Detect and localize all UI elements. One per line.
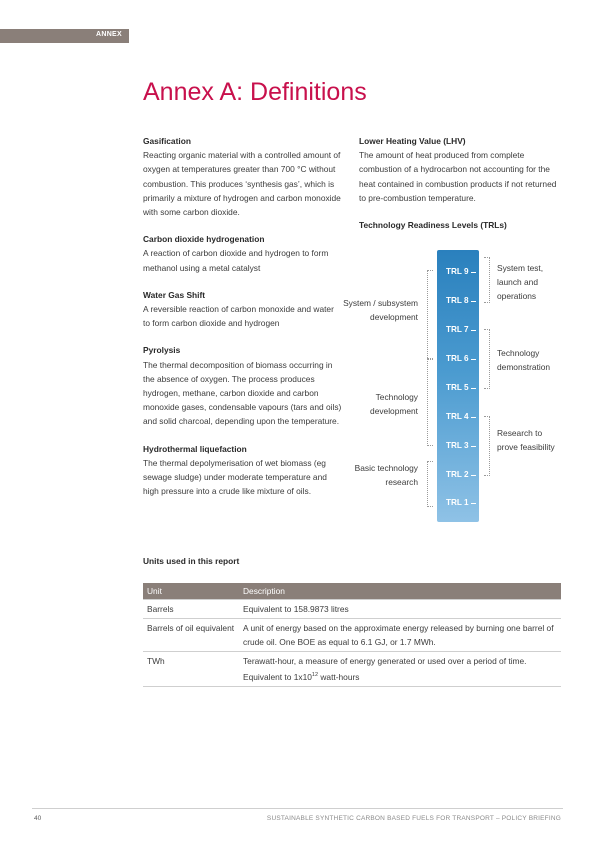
definition-hydrothermal-liquefaction: The thermal depolymerisation of wet biomass (eg sewage sludge) under moderate temperature and high pressure into a crude like mixture of oils. bbox=[143, 457, 327, 497]
label-technology-demonstration: Technology demonstration bbox=[497, 348, 551, 372]
bracket-basic-research bbox=[427, 461, 433, 507]
description-text: Terawatt-hour, a measure of energy generated or used over a period of time. Equivalent to 1x10 bbox=[243, 656, 527, 682]
term-hydrothermal-liquefaction: Hydrothermal liquefaction bbox=[143, 443, 247, 454]
annex-tab bbox=[0, 29, 129, 43]
trl-tick bbox=[471, 417, 476, 418]
trl-6-label: TRL 6 bbox=[446, 354, 469, 363]
page-number: 40 bbox=[34, 815, 42, 822]
definition-water-gas-shift: A reversible reaction of carbon monoxide and water to form carbon dioxide and hydrogen bbox=[143, 304, 334, 329]
trl-8-label: TRL 8 bbox=[446, 296, 469, 305]
annex-tab-label: ANNEX bbox=[95, 31, 122, 38]
description-cell: A unit of energy based on the approximate energy released by burning one barrel of crude oil. One BOE as equal to 6.1 GJ, or 1.7 MWh. bbox=[239, 619, 561, 652]
trl-2-label: TRL 2 bbox=[446, 470, 469, 479]
definition-gasification: Reacting organic material with a controlled amount of oxygen at temperatures greater than 700 °C without combustion. This produces ‘synthesis gas’, which is primarily a mixture of hydrogen and carbon monoxide with some carbon dioxide. bbox=[143, 150, 341, 218]
units-header-description: Description bbox=[239, 583, 561, 600]
bracket-research-feasibility bbox=[484, 416, 490, 476]
term-gasification: Gasification bbox=[143, 136, 191, 146]
label-system-development: System / subsystem development bbox=[343, 298, 418, 322]
trl-9-label: TRL 9 bbox=[446, 267, 469, 276]
bracket-system-development bbox=[427, 270, 433, 360]
trl-3-label: TRL 3 bbox=[446, 441, 469, 450]
trl-tick bbox=[471, 301, 476, 302]
table-row bbox=[143, 600, 561, 619]
footer-title: SUSTAINABLE SYNTHETIC CARBON BASED FUELS FOR TRANSPORT – POLICY BRIEFING bbox=[266, 815, 561, 822]
definition-co2-hydrogenation: A reaction of carbon dioxide and hydrogen to form methanol using a metal catalyst bbox=[143, 248, 329, 273]
trl-heading: Technology Readiness Levels (TRLs) bbox=[359, 220, 507, 231]
footer-rule bbox=[32, 808, 563, 809]
definition-pyrolysis: The thermal decomposition of biomass occurring in the absence of oxygen. The process produces hydrogen, methane, carbon dioxide and carbon monoxide gases, condensable vapours (tars and oils) and solid charcoal, depending upon the temperature. bbox=[143, 359, 342, 427]
table-row bbox=[143, 619, 561, 652]
exponent: 12 bbox=[311, 672, 319, 678]
description-text-end: watt-hours bbox=[318, 671, 360, 682]
label-basic-research: Basic technology research bbox=[354, 463, 418, 487]
unit-cell: Barrels of oil equivalent bbox=[143, 619, 239, 652]
trl-7-label: TRL 7 bbox=[446, 325, 469, 334]
term-pyrolysis: Pyrolysis bbox=[143, 345, 181, 356]
trl-tick bbox=[471, 503, 476, 504]
label-technology-development: Technology development bbox=[370, 392, 418, 416]
trl-tick bbox=[471, 388, 476, 389]
term-lhv: Lower Heating Value (LHV) bbox=[359, 136, 466, 146]
term-co2-hydrogenation: Carbon dioxide hydrogenation bbox=[143, 234, 265, 245]
trl-1-label: TRL 1 bbox=[446, 498, 469, 507]
bracket-technology-demonstration bbox=[484, 329, 490, 389]
definitions-left-column bbox=[143, 134, 343, 511]
trl-5-label: TRL 5 bbox=[446, 383, 469, 392]
units-table bbox=[143, 583, 561, 687]
page-title: Annex A: Definitions bbox=[143, 78, 367, 106]
unit-cell: TWh bbox=[143, 652, 239, 687]
units-heading: Units used in this report bbox=[143, 556, 240, 566]
description-cell: Equivalent to 158.9873 litres bbox=[239, 600, 561, 619]
definition-lhv: The amount of heat produced from complete combustion of a hydrocarbon not accounting for the heat contained in combustion products if not returned to pre-combustion temperature. bbox=[359, 150, 557, 203]
units-table-header bbox=[143, 583, 561, 600]
label-research-feasibility: Research to prove feasibility bbox=[497, 428, 555, 452]
trl-tick bbox=[471, 359, 476, 360]
bracket-technology-development bbox=[427, 358, 433, 446]
trl-4-label: TRL 4 bbox=[446, 412, 469, 421]
trl-tick bbox=[471, 272, 476, 273]
definitions-right-column bbox=[359, 134, 564, 232]
description-cell bbox=[239, 652, 561, 687]
unit-cell: Barrels bbox=[143, 600, 239, 619]
term-water-gas-shift: Water Gas Shift bbox=[143, 289, 206, 300]
trl-tick bbox=[471, 330, 476, 331]
trl-tick bbox=[471, 446, 476, 447]
bracket-system-test bbox=[484, 257, 490, 303]
trl-tick bbox=[471, 475, 476, 476]
table-row bbox=[143, 652, 561, 687]
label-system-test: System test, launch and operations bbox=[497, 263, 544, 301]
units-header-unit: Unit bbox=[143, 583, 239, 600]
